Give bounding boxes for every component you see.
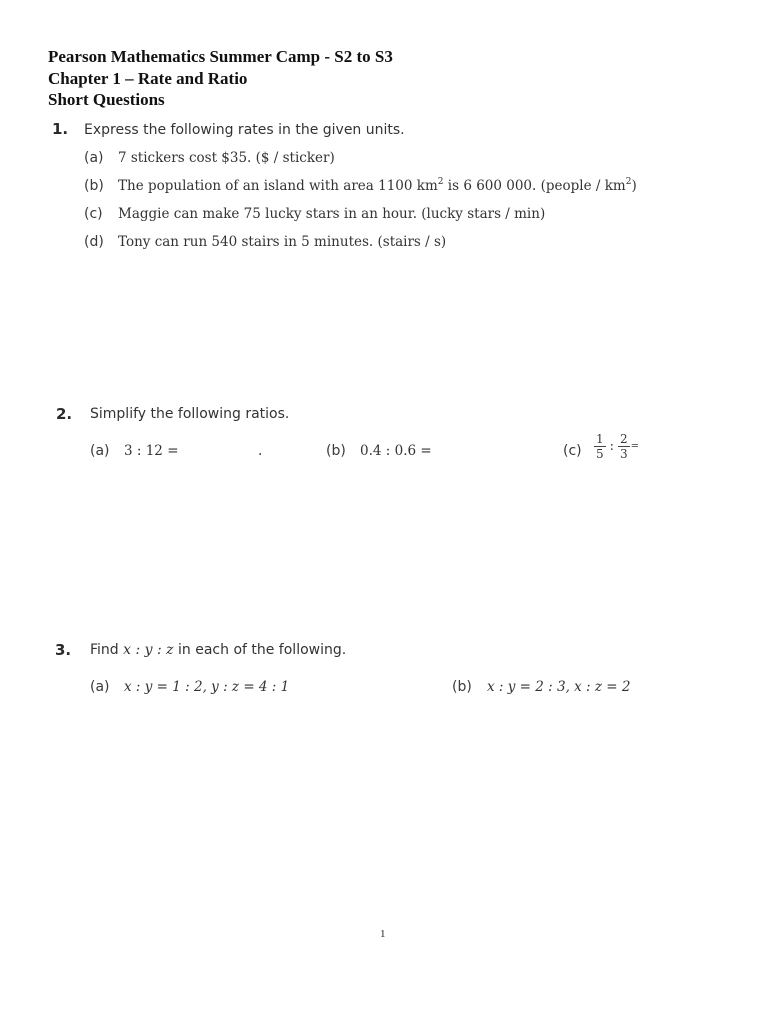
document-header bbox=[48, 46, 393, 111]
q1-part-a-label: (a) bbox=[84, 150, 104, 166]
q1-part-c-text: Maggie can make 75 lucky stars in an hour. (lucky stars / min) bbox=[118, 206, 546, 222]
header-section: Short Questions bbox=[48, 90, 165, 109]
page-number: 1 bbox=[380, 928, 386, 940]
question-1-prompt: Express the following rates in the given units. bbox=[84, 122, 405, 138]
q2-part-a-trail: . bbox=[258, 443, 263, 459]
q1-part-b-label: (b) bbox=[84, 178, 104, 194]
q2-part-a-label: (a) bbox=[90, 443, 110, 459]
question-3-prompt: Find x : y : z in each of the following. bbox=[90, 642, 347, 658]
question-2-prompt: Simplify the following ratios. bbox=[90, 406, 290, 422]
q1-part-d-text: Tony can run 540 stairs in 5 minutes. (stairs / s) bbox=[118, 234, 447, 250]
fraction-one-fifth: $\frac{1}{5}$ bbox=[596, 432, 604, 461]
q1-part-b-text: The population of an island with area 1100 $km^2$ is 6 600 000. (people / $km^2$) bbox=[118, 177, 637, 194]
q2-part-a-expr: 3 : 12 = bbox=[124, 443, 179, 459]
header-title: Pearson Mathematics Summer Camp - S2 to S3 bbox=[48, 47, 393, 66]
q2-part-b-expr: 0.4 : 0.6 = bbox=[360, 443, 432, 459]
question-3-number: 3. bbox=[55, 641, 72, 659]
q1-part-a-text: 7 stickers cost $35. ($ / sticker) bbox=[118, 150, 335, 166]
question-2-number: 2. bbox=[56, 405, 73, 423]
q2-part-b-label: (b) bbox=[326, 443, 346, 459]
q3-part-a-expr: x : y = 1 : 2, y : z = 4 : 1 bbox=[124, 679, 290, 695]
q3-part-b-label: (b) bbox=[452, 679, 472, 695]
q1-part-c-label: (c) bbox=[84, 206, 103, 222]
q3-part-a-label: (a) bbox=[90, 679, 110, 695]
fraction-two-thirds: $\frac{2}{3}$ bbox=[620, 432, 628, 461]
question-1-number: 1. bbox=[52, 120, 69, 138]
q3-part-b-expr: x : y = 2 : 3, x : z = 2 bbox=[487, 679, 631, 695]
q2-part-c-expr: $\frac{1}{5}$ : $\frac{2}{3}$ = bbox=[596, 432, 640, 461]
q2-part-c-label: (c) bbox=[563, 443, 582, 459]
header-chapter: Chapter 1 – Rate and Ratio bbox=[48, 68, 248, 88]
q1-part-d-label: (d) bbox=[84, 234, 104, 250]
